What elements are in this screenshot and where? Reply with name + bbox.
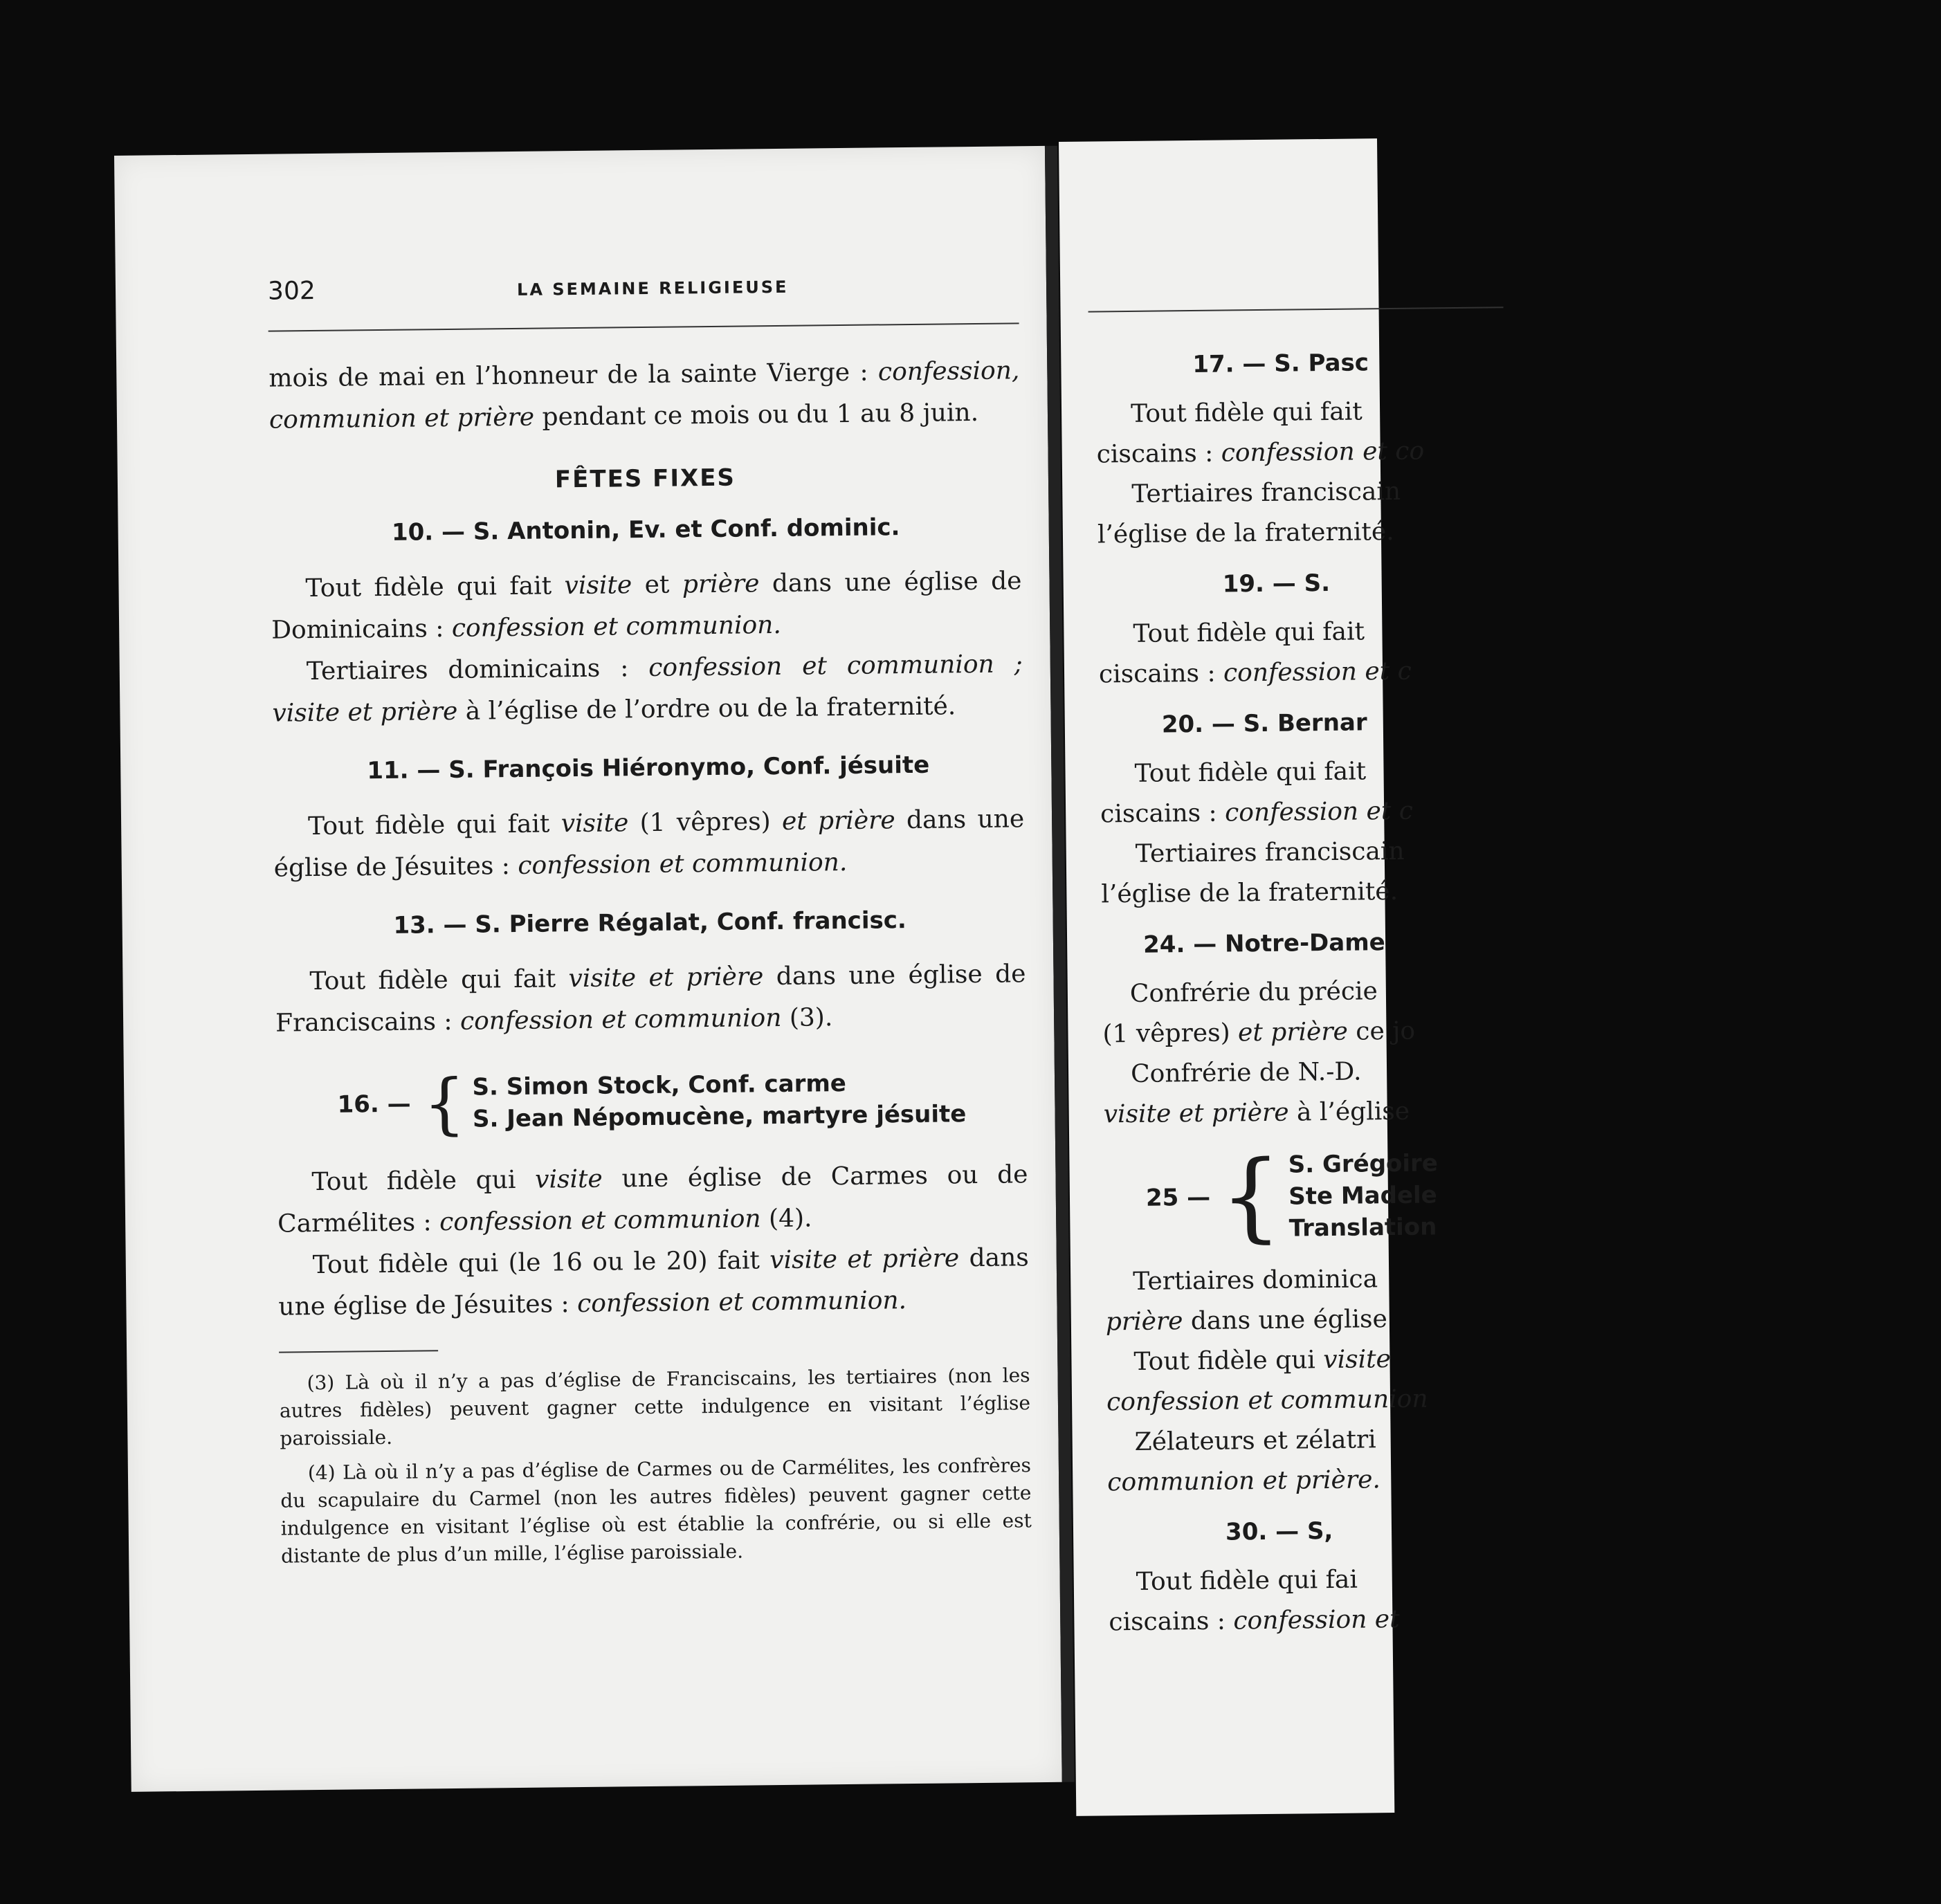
- page-header: [268, 269, 1019, 318]
- right-line: Confrérie du précie: [1129, 977, 1378, 1008]
- right-line: communion et prière.: [1107, 1465, 1381, 1497]
- right-line: Tout fidèle qui fait: [1134, 757, 1367, 788]
- right-line: Tout fidèle qui fai: [1136, 1565, 1358, 1596]
- feast-heading-25: [1145, 1139, 1935, 1254]
- feast-11-paragraph-1: Tout fidèle qui fait visite (1 vêpres) et prière dans une église de Jésuites : confession et communion.: [273, 805, 1025, 883]
- right-line: (1 vêpres) et prière ce jo: [1102, 1016, 1416, 1049]
- feast-25-line-3: Translation: [1288, 1213, 1437, 1243]
- right-line: ciscains : confession et c: [1100, 796, 1414, 829]
- feast-10-paragraph-2: Tertiaires dominicains : confession et communion ; visite et prière à l’église de l’ordre ou de la fraternité.: [272, 650, 1023, 728]
- footnote-rule: [279, 1350, 438, 1353]
- right-line: Tout fidèle qui fait: [1130, 397, 1363, 428]
- feast-25-number: 25 —: [1145, 1183, 1211, 1212]
- footnote-4: (4) Là où il n’y a pas d’église de Carmes ou de Carmélites, les confrères du scapulaire du Carmel (non les autres fidèles) peuvent gagner cette indulgence en visitant l’église où est établie la confrérie, ou si elle est distante de plus d’un mille, l’église paroissiale.: [280, 1454, 1032, 1568]
- right-line: ciscains : confession et c: [1098, 657, 1412, 689]
- right-line: Zélateurs et zélatri: [1134, 1425, 1376, 1456]
- left-page: [114, 146, 1062, 1792]
- right-line: l’église de la fraternité.: [1097, 517, 1394, 549]
- right-line: Confrérie de N.-D.: [1130, 1057, 1362, 1088]
- feast-16-paragraph-2: Tout fidèle qui (le 16 ou le 20) fait visite et prière dans une église de Jésuites : confession et communion.: [278, 1243, 1029, 1321]
- feast-16-number: 16. —: [337, 1090, 411, 1119]
- feast-16-line-2: S. Jean Népomucène, martyre jésuite: [472, 1100, 967, 1133]
- section-title: FÊTES FIXES: [554, 464, 736, 494]
- right-line: Tout fidèle qui fait: [1133, 617, 1365, 648]
- intro-paragraph: mois de mai en l’honneur de la sainte Vierge : confession, communion et prière pendant ce mois ou du 1 au 8 juin.: [268, 356, 1020, 434]
- right-line: Tertiaires franciscain: [1131, 477, 1401, 509]
- feast-heading-16: [276, 1064, 1028, 1143]
- feast-heading-10: 10. — S. Antonin, Ev. et Conf. dominic.: [391, 513, 900, 547]
- feast-25-line-1: S. Grégoire: [1288, 1149, 1439, 1179]
- right-line: ciscains : confession et: [1109, 1604, 1400, 1637]
- brace-symbol: {: [423, 1064, 466, 1143]
- right-line: l’église de la fraternité.: [1101, 877, 1398, 909]
- right-page: [1059, 138, 1439, 1816]
- feast-heading-19: 19. — S.: [1222, 569, 1331, 598]
- right-line: Tout fidèle qui visite: [1133, 1345, 1392, 1376]
- feast-heading-11: 11. — S. François Hiéronymo, Conf. jésuite: [367, 751, 930, 785]
- header-rule-right: [1088, 306, 1504, 312]
- right-line: confession et communion: [1106, 1384, 1428, 1417]
- feast-10-paragraph-1: Tout fidèle qui fait visite et prière dans une église de Dominicains : confession et communion.: [271, 567, 1022, 645]
- feast-heading-30: 30. — S,: [1225, 1517, 1333, 1546]
- feast-heading-20: 20. — S. Bernar: [1161, 708, 1367, 739]
- right-line: visite et prière à l’église: [1103, 1097, 1410, 1129]
- right-line: ciscains : confession et co: [1096, 437, 1425, 469]
- feast-heading-17: 17. — S. Pasc: [1192, 349, 1369, 378]
- page-number: 302: [267, 276, 316, 306]
- right-line: prière dans une église: [1105, 1305, 1387, 1337]
- feast-heading-24: 24. — Notre-Dame: [1142, 928, 1385, 959]
- page-body: [268, 350, 1032, 1577]
- footnote-3: (3) Là où il n’y a pas d’église de Franciscains, les tertiaires (non les autres fidèles) peuvent gagner cette indulgence en visitant l’église paroissiale.: [279, 1364, 1031, 1450]
- right-line: Tertiaires franciscain: [1135, 836, 1405, 868]
- feast-16-line-1: S. Simon Stock, Conf. carme: [472, 1069, 847, 1101]
- feast-25-line-2: Ste Madele: [1288, 1181, 1437, 1211]
- feast-13-paragraph-1: Tout fidèle qui fait visite et prière dans une église de Franciscains : confession et communion (3).: [275, 960, 1026, 1038]
- feast-heading-13: 13. — S. Pierre Régalat, Conf. francisc.: [393, 906, 907, 940]
- feast-16-paragraph-1: Tout fidèle qui visite une église de Carmes ou de Carmélites : confession et communion (4).: [277, 1160, 1028, 1238]
- right-line: Tertiaires dominica: [1133, 1265, 1378, 1296]
- header-rule: [268, 322, 1019, 331]
- brace-symbol: {: [1219, 1139, 1283, 1254]
- right-page-body: [1095, 327, 1940, 1642]
- running-title: LA SEMAINE RELIGIEUSE: [516, 277, 789, 300]
